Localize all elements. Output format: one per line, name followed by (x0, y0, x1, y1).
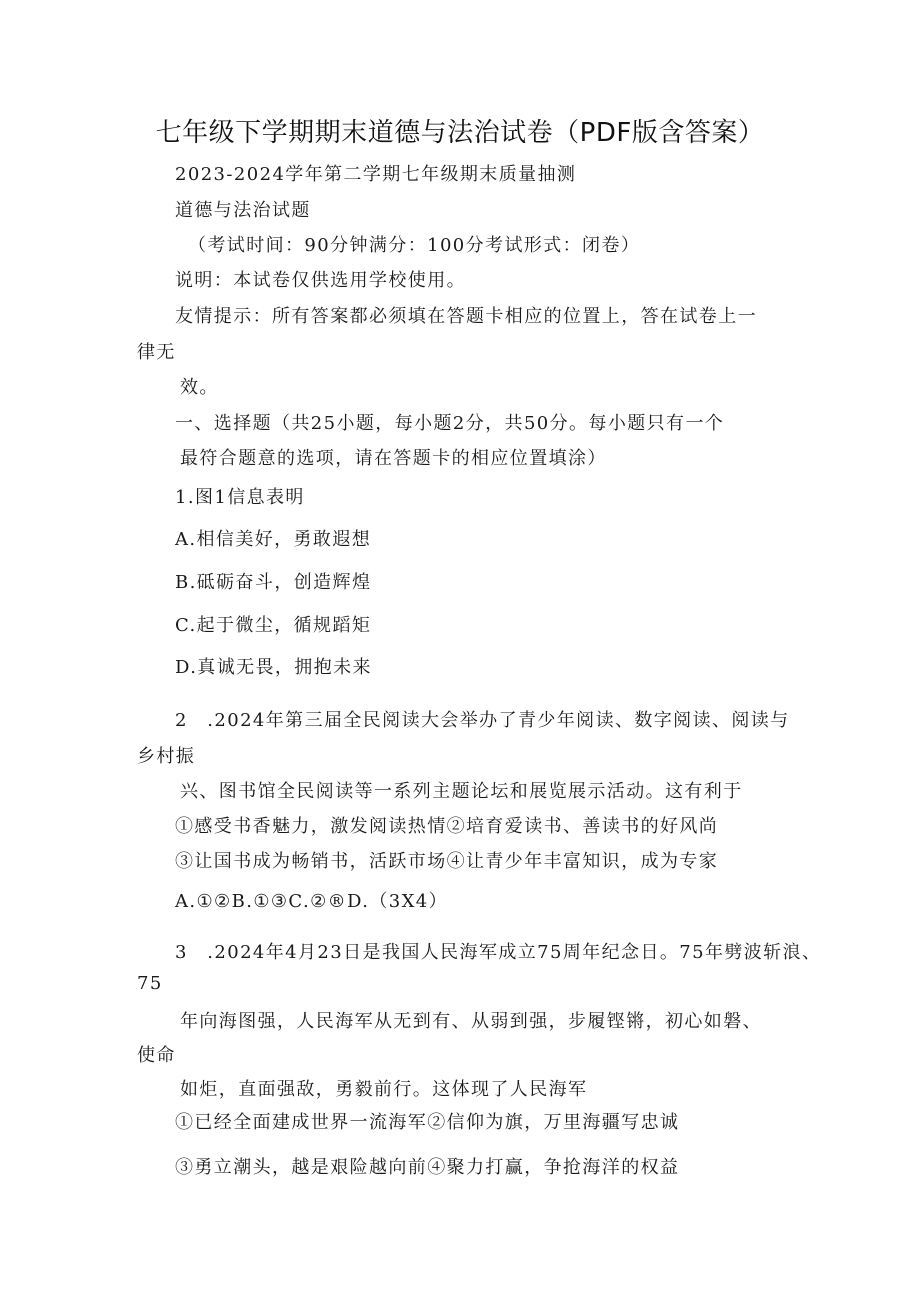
exam-note: 说明：本试卷仅供选用学校使用。 (175, 270, 466, 291)
question-2-options: A.①②B.①③C.②®D.（3X4） (175, 891, 449, 912)
tip-line-1: 友情提示：所有答案都必须填在答题卡相应的位置上，答在试卷上一 (175, 306, 757, 327)
question-1-option-b: B.砥砺奋斗，创造辉煌 (175, 572, 372, 593)
question-2-line-3: 兴、图书馆全民阅读等一系列主题论坛和展览展示活动。这有利于 (180, 781, 743, 802)
question-1-option-c: C.起于微尘，循规蹈矩 (175, 615, 372, 636)
question-2-line-4: ①感受书香魅力，激发阅读热情②培育爱读书、善读书的好风尚 (175, 816, 719, 837)
section-heading-line-2: 最符合题意的选项，请在答题卡的相应位置填涂） (180, 448, 607, 469)
question-2-line-2: 乡村振 (137, 746, 196, 767)
question-3-line-3: 年向海图强，人民海军从无到有、从弱到强，步履铿锵，初心如磐、 (180, 1011, 762, 1032)
question-3-line-7: ③勇立潮头，越是艰险越向前④聚力打赢，争抢海洋的权益 (175, 1157, 680, 1178)
tip-line-2: 律无 (137, 342, 176, 363)
document-title: 七年级下学期期末道德与法治试卷（PDF版含答案） (155, 118, 765, 148)
question-1-option-d: D.真诚无畏，拥抱未来 (175, 657, 372, 678)
question-3-line-4: 使命 (137, 1045, 176, 1066)
question-3-line-5: 如炬，直面强敌，勇毅前行。这体现了人民海军 (180, 1079, 588, 1100)
exam-info: （考试时间：90分钟满分：100分考试形式：闭卷） (188, 235, 641, 256)
exam-subtitle: 2023-2024学年第二学期七年级期末质量抽测 (175, 164, 577, 185)
question-1-option-a: A.相信美好，勇敢遐想 (175, 529, 372, 550)
question-1-stem: 1.图1信息表明 (175, 487, 305, 508)
tip-line-3: 效。 (180, 377, 219, 398)
question-3-line-6: ①已经全面建成世界一流海军②信仰为旗，万里海疆写忠诚 (175, 1112, 680, 1133)
question-3-line-1: 3 .2024年4月23日是我国人民海军成立75周年纪念日。75年劈波斩浪、 (175, 942, 822, 963)
exam-subject: 道德与法治试题 (175, 200, 311, 221)
question-2-line-1: 2 .2024年第三届全民阅读大会举办了青少年阅读、数字阅读、阅读与 (175, 710, 790, 731)
question-2-line-5: ③让国书成为畅销书，活跃市场④让青少年丰富知识，成为专家 (175, 851, 719, 872)
question-3-line-2: 75 (137, 973, 163, 994)
section-heading-line-1: 一、选择题（共25小题，每小题2分，共50分。每小题只有一个 (175, 413, 725, 434)
